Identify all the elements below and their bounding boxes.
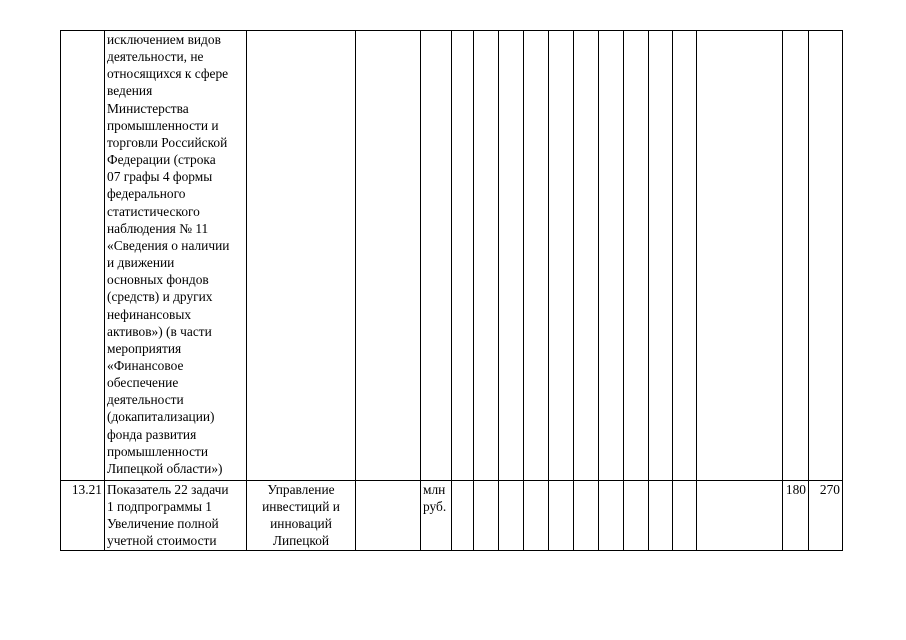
indicator-text-line: наблюдения № 11 (107, 220, 209, 236)
unit-cell (421, 31, 452, 481)
unit-cell (421, 481, 452, 551)
indicator-text-line: Федерации (строка (107, 152, 216, 168)
empty-cell (673, 481, 697, 551)
indicator-table (60, 30, 843, 551)
indicator-text-line: исключением видов (107, 32, 221, 47)
indicator-text-line: Липецкой области») (107, 460, 223, 476)
responsible-text-line: Липецкой (272, 533, 330, 549)
empty-cell (624, 481, 649, 551)
indicator-text-line: учетной стоимости (107, 533, 217, 549)
responsible-text-line: Управление (267, 482, 335, 497)
empty-cell (452, 31, 474, 481)
indicator-text-line: Министерства (107, 100, 189, 116)
table-row (61, 481, 843, 551)
indicator-text-line: деятельности (107, 392, 184, 408)
indicator-text-line: фонда развития (107, 426, 197, 442)
value-cell-2: 270 (809, 481, 843, 551)
empty-cell (649, 481, 673, 551)
responsible-text-line: инвестиций и (262, 499, 340, 515)
empty-cell (524, 31, 549, 481)
empty-cell (549, 31, 574, 481)
indicator-text-line: деятельности, не (107, 49, 204, 65)
indicator-cell (105, 31, 247, 481)
empty-cell (356, 31, 421, 481)
indicator-text-line: 07 графы 4 формы (107, 169, 213, 185)
empty-cell (599, 481, 624, 551)
indicator-text-line: (средств) и других (107, 289, 213, 305)
empty-cell (673, 31, 697, 481)
indicator-text-line: активов») (в части (107, 323, 212, 339)
empty-cell (474, 31, 499, 481)
indicator-text-line: торговли Российской (107, 134, 228, 150)
empty-cell (356, 481, 421, 551)
empty-cell (499, 31, 524, 481)
indicator-text-line: (докапитализации) (107, 409, 215, 425)
responsible-cell (247, 481, 356, 551)
empty-cell (599, 31, 624, 481)
empty-cell (697, 31, 783, 481)
empty-cell (624, 31, 649, 481)
value-cell-1 (783, 31, 809, 481)
indicator-text-line: 1 подпрограммы 1 (107, 499, 213, 515)
empty-cell (452, 481, 474, 551)
empty-cell (574, 31, 599, 481)
unit-text-line: млн (423, 482, 446, 497)
indicator-text-line: промышленности и (107, 117, 219, 133)
empty-cell (697, 481, 783, 551)
responsible-cell (247, 31, 356, 481)
row-number: 13.21 (61, 481, 105, 551)
indicator-text-line: «Сведения о наличии (107, 237, 230, 253)
empty-cell (574, 481, 599, 551)
indicator-text-line: Увеличение полной (107, 516, 219, 532)
table-row (61, 31, 843, 481)
indicator-text-line: промышленности (107, 443, 209, 459)
indicator-cell (105, 481, 247, 551)
empty-cell (524, 481, 549, 551)
indicator-text-line: «Финансовое (107, 357, 184, 373)
unit-text-line: руб. (423, 499, 447, 515)
responsible-text-line: инноваций (270, 516, 332, 532)
empty-cell (474, 481, 499, 551)
indicator-text-line: мероприятия (107, 340, 182, 356)
indicator-text-line: федерального (107, 186, 186, 202)
indicator-text-line: нефинансовых (107, 306, 192, 322)
indicator-text-line: и движении (107, 255, 175, 271)
empty-cell (649, 31, 673, 481)
indicator-text-line: Показатель 22 задачи (107, 482, 229, 497)
empty-cell (549, 481, 574, 551)
indicator-text-line: статистического (107, 203, 200, 219)
indicator-text-line: относящихся к сфере (107, 66, 229, 82)
empty-cell (499, 481, 524, 551)
indicator-text-line: обеспечение (107, 375, 179, 391)
indicator-text-line: ведения (107, 83, 153, 99)
row-number (61, 31, 105, 481)
indicator-text-line: основных фондов (107, 272, 209, 288)
value-cell-1: 180 (783, 481, 809, 551)
value-cell-2 (809, 31, 843, 481)
